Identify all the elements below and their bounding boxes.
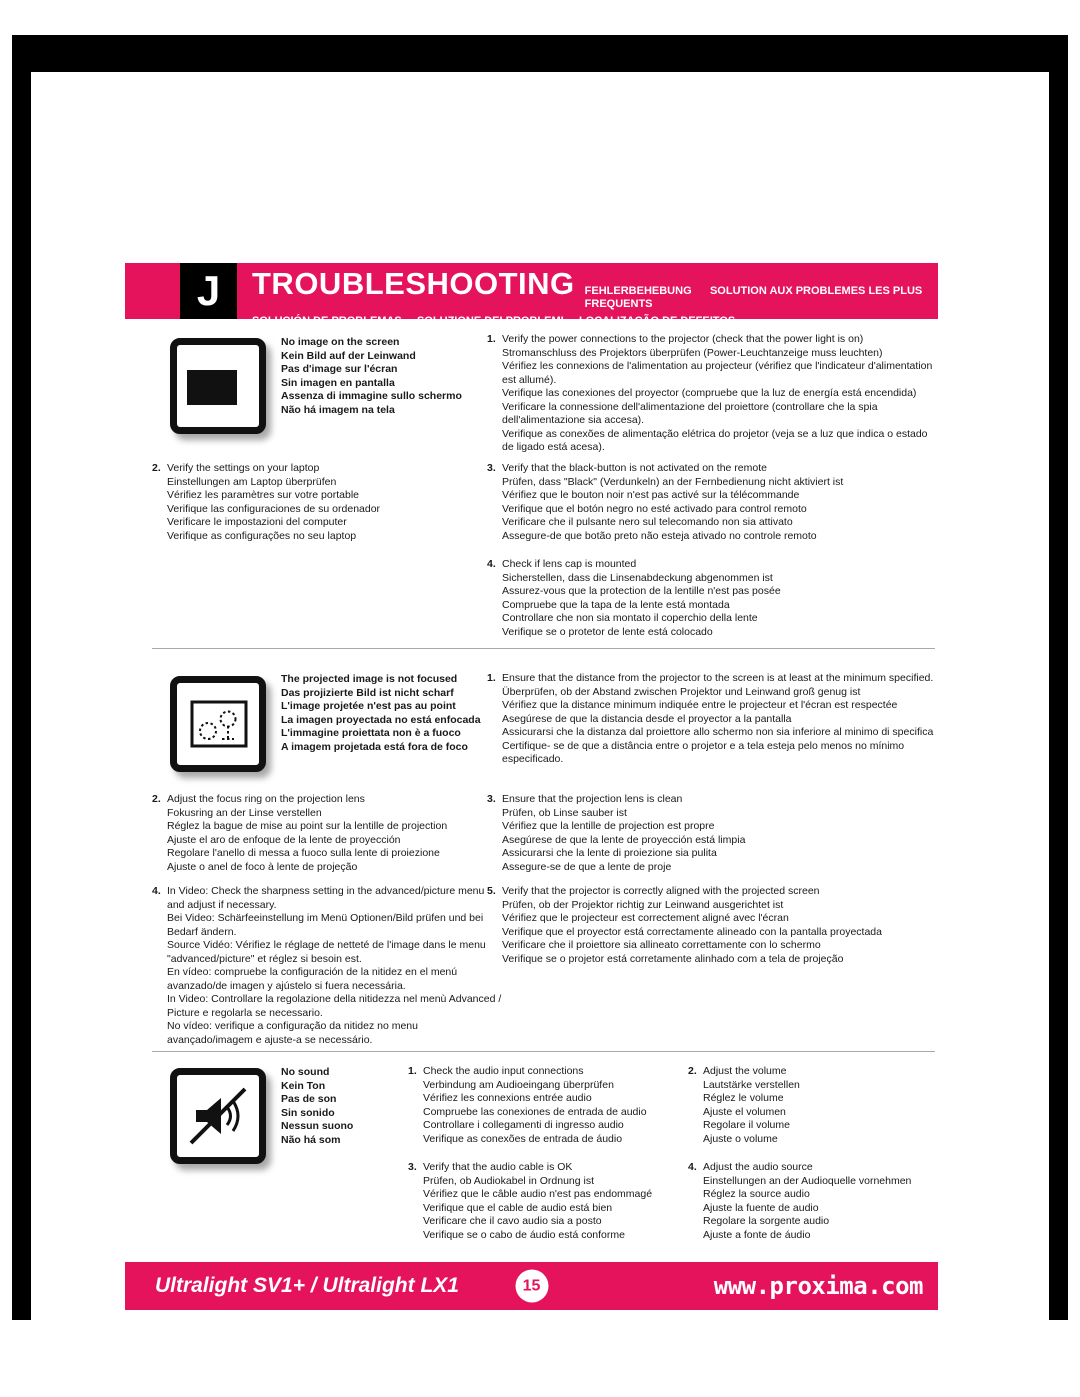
text-line: A imagem projetada está fora de foco: [281, 740, 468, 753]
text-line: Source Vidéo: Vérifiez le réglage de netteté de l'image dans le menu "advanced/picture" et réglez si besoin est.: [167, 939, 486, 965]
text-line: Verify the power connections to the projector (check that the power light is on): [502, 333, 864, 345]
text-line: Einstellungen an der Audioquelle vornehmen: [703, 1174, 912, 1187]
item-text: [502, 793, 937, 874]
page-border-right: [1049, 35, 1068, 1320]
text-line: Não há imagem na tela: [281, 403, 395, 416]
text-line: Prüfen, ob Linse sauber ist: [502, 806, 627, 819]
text-line: Regolare la sorgente audio: [703, 1215, 830, 1227]
text-line: Ajuste a fonte de áudio: [703, 1228, 811, 1241]
item-text: [423, 1161, 678, 1242]
text-line: No vídeo: verifique a configuração da nitidez no menu avançado/imagem e ajuste-a se necessário.: [167, 1020, 418, 1046]
text-line: Verificare le impostazioni del computer: [167, 516, 347, 528]
text-line: Ensure that the distance from the projector to the screen is at least at the minimum specified.: [502, 672, 934, 684]
page-border-left: [12, 35, 31, 1320]
troubleshoot-item: [152, 793, 492, 874]
text-line: Kein Bild auf der Leinwand: [281, 349, 416, 362]
text-line: Prüfen, ob der Projektor richtig zur Leinwand ausgerichtet ist: [502, 898, 784, 911]
text-line: Verificare la connessione dell'alimentazione del proiettore (controllare che la spia dell'alimentazione sia accesa).: [502, 400, 878, 426]
text-line: Verbindung am Audioeingang überprüfen: [423, 1078, 614, 1091]
text-line: Assurez-vous que la protection de la lentille n'est pas posée: [502, 585, 781, 597]
section-divider: [152, 648, 935, 649]
text-line: Verifique las conexiones del proyector (compruebe que la luz de energía está encendida): [502, 387, 917, 399]
item-text: [703, 1161, 938, 1242]
text-line: Réglez le volume: [703, 1092, 784, 1104]
text-line: Não há som: [281, 1133, 341, 1146]
blurry-image-icon: [170, 676, 266, 772]
text-line: Einstellungen am Laptop überprüfen: [167, 475, 337, 488]
text-line: Prüfen, ob Audiokabel in Ordnung ist: [423, 1174, 595, 1187]
text-line: Verify that the black-button is not activated on the remote: [502, 462, 767, 474]
text-line: Verifique as conexões de alimentação elétrica do projetor (veja se a luz que indica o estado de ligado está acesa).: [502, 427, 928, 453]
text-line: Assegure-se de que a lente de proje: [502, 860, 672, 873]
item-text: [703, 1065, 938, 1146]
header-subtitle-line1: FEHLERBEHEBUNG SOLUTION AUX PROBLEMES LES PLUS FREQUENTS: [584, 285, 926, 310]
blurry-image-glyph: [183, 689, 253, 759]
text-line: Verifique as conexões de entrada de áudio: [423, 1132, 623, 1145]
page-number-badge: 15: [515, 1270, 548, 1303]
problem-label-not-focused: [281, 673, 496, 754]
item-number: 1.: [487, 333, 496, 345]
text-line: Compruebe las conexiones de entrada de audio: [423, 1105, 647, 1118]
item-text: [167, 793, 492, 874]
text-line: Verifique as configurações no seu laptop: [167, 529, 357, 542]
no-image-screen-icon: [170, 338, 266, 434]
text-line: Vérifiez que la distance minimum indiquée entre le projecteur et l'écran est respectée: [502, 699, 898, 711]
text-line: Verificare che il proiettore sia allineato correttamente con lo schermo: [502, 939, 821, 951]
item-number: 3.: [487, 462, 496, 474]
text-line: Verifique se o protetor de lente está colocado: [502, 625, 713, 638]
text-line: Sin imagen en pantalla: [281, 376, 395, 389]
text-line: Verifique que el botón negro no esté activado para control remoto: [502, 502, 807, 515]
text-line: Ensure that the projection lens is clean: [502, 793, 683, 805]
header-row2: [252, 311, 930, 329]
text-line: Asegúrese de que la distancia desde el proyector a la pantalla: [502, 712, 792, 725]
troubleshoot-item: [487, 793, 937, 874]
text-line: Verifique que el proyector está correctamente alineado con la pantalla proyectada: [502, 925, 882, 938]
troubleshoot-item: [487, 672, 937, 767]
text-line: Certifique- se de que a distância entre o projetor e a tela esteja pelo menos no mínimo especificado.: [502, 739, 905, 765]
troubleshoot-item: [688, 1161, 938, 1242]
troubleshoot-item: [487, 333, 937, 455]
text-line: Bei Video: Schärfeeinstellung im Menü Optionen/Bild prüfen und bei Bedarf ändern.: [167, 912, 484, 938]
item-text: [502, 333, 937, 455]
text-line: La imagen proyectada no está enfocada: [281, 713, 481, 726]
text-line: Ajuste el aro de enfoque de la lente de proyección: [167, 833, 401, 846]
text-line: Regolare il volume: [703, 1119, 790, 1131]
text-line: Fokusring an der Linse verstellen: [167, 806, 322, 819]
item-text: [502, 558, 937, 639]
item-number: 3.: [487, 793, 496, 805]
text-line: Vérifiez les paramètres sur votre portable: [167, 489, 359, 501]
text-line: Controllare che non sia montato il coperchio della lente: [502, 612, 758, 624]
text-line: En vídeo: compruebe la configuración de la nitidez en el menú avanzado/de imagen y ajústelo si fuera necessária.: [167, 966, 458, 992]
text-line: Controllare i collegamenti di ingresso audio: [423, 1119, 624, 1131]
text-line: Das projizierte Bild ist nicht scharf: [281, 686, 454, 699]
text-line: Check the audio input connections: [423, 1065, 584, 1077]
text-line: Vérifiez que le bouton noir n'est pas activé sur la télécommande: [502, 489, 800, 501]
text-line: Vérifiez que la lentille de projection est propre: [502, 820, 715, 832]
section-letter-box: [180, 263, 237, 319]
item-number: 1.: [487, 672, 496, 684]
text-line: Verificare che il pulsante nero sul telecomando non sia attivato: [502, 516, 793, 528]
text-line: Prüfen, dass "Black" (Verdunkeln) an der Fernbedienung nicht aktiviert ist: [502, 475, 844, 488]
text-line: Assicurarsi che la lente di proiezione sia pulita: [502, 847, 717, 859]
header-row1: [252, 268, 930, 311]
troubleshoot-item: [688, 1065, 938, 1146]
text-line: Adjust the audio source: [703, 1161, 813, 1173]
text-line: Lautstärke verstellen: [703, 1078, 800, 1091]
text-line: No image on the screen: [281, 336, 400, 348]
text-line: Pas d'image sur l'écran: [281, 363, 398, 375]
text-line: Verifique se o cabo de áudio está conforme: [423, 1228, 625, 1241]
item-number: 5.: [487, 885, 496, 897]
page-title: TROUBLESHOOTING: [252, 266, 575, 301]
text-line: Ajuste la fuente de audio: [703, 1201, 819, 1214]
item-number: 2.: [688, 1065, 697, 1077]
troubleshoot-item: [408, 1065, 678, 1146]
screen-fill-shape: [187, 370, 237, 405]
item-number: 4.: [688, 1161, 697, 1173]
text-line: L'image projetée n'est pas au point: [281, 700, 456, 712]
text-line: Réglez la source audio: [703, 1188, 810, 1200]
item-text: [502, 672, 937, 767]
troubleshoot-item: [487, 885, 937, 966]
text-line: Vérifiez que le projecteur est correctement aligné avec l'écran: [502, 912, 789, 924]
muted-speaker-icon: [170, 1068, 266, 1164]
section-letter: J: [196, 267, 221, 314]
item-number: 1.: [408, 1065, 417, 1077]
text-line: Assegure-de que botão preto não esteja ativado no controle remoto: [502, 529, 817, 542]
text-line: Kein Ton: [281, 1079, 326, 1092]
item-number: 2.: [152, 462, 161, 474]
text-line: Compruebe que la tapa de la lente está montada: [502, 598, 730, 611]
troubleshoot-item: [487, 462, 937, 543]
troubleshoot-item: [408, 1161, 678, 1242]
text-line: L'immagine proiettata non è a fuoco: [281, 727, 461, 739]
item-number: 2.: [152, 793, 161, 805]
troubleshoot-item: [487, 558, 937, 639]
page-border-top: [12, 35, 1068, 72]
text-line: Stromanschluss des Projektors überprüfen (Power-Leuchtanzeige muss leuchten): [502, 346, 883, 359]
text-line: Verifique se o projetor está corretamente alinhado com a tela de projeção: [502, 952, 844, 965]
text-line: No sound: [281, 1066, 330, 1078]
text-line: Assenza di immagine sullo schermo: [281, 390, 462, 402]
troubleshoot-item: [152, 885, 502, 1047]
text-line: Verificare che il cavo audio sia a posto: [423, 1215, 602, 1227]
text-line: Vérifiez les connexions de l'alimentation au projecteur (vérifiez que l'indicateur d'alimentation est allumé).: [502, 360, 933, 386]
text-line: Adjust the volume: [703, 1065, 787, 1077]
text-line: Verify that the audio cable is OK: [423, 1161, 573, 1173]
item-text: [502, 885, 937, 966]
product-model: Ultralight SV1+ / Ultralight LX1: [155, 1274, 459, 1297]
text-line: The projected image is not focused: [281, 673, 458, 685]
item-text: [502, 462, 937, 543]
muted-speaker-glyph: [183, 1081, 253, 1151]
website-url: www.proxima.com: [713, 1272, 923, 1300]
text-line: Adjust the focus ring on the projection lens: [167, 793, 365, 805]
text-line: Sin sonido: [281, 1106, 335, 1119]
text-line: Ajuste o volume: [703, 1132, 778, 1145]
header-text: [252, 268, 930, 329]
text-line: In Video: Controllare la regolazione della nitidezza nel menù Advanced / Picture e regolarla se necessario.: [167, 993, 502, 1019]
text-line: Vérifiez que le câble audio n'est pas endommagé: [423, 1188, 653, 1200]
troubleshoot-item: [152, 462, 482, 543]
item-text: [167, 462, 482, 543]
text-line: Ajuste el volumen: [703, 1105, 786, 1118]
text-line: Verifique que el cable de audio está bien: [423, 1201, 613, 1214]
item-number: 4.: [152, 885, 161, 897]
text-line: Verify that the projector is correctly aligned with the projected screen: [502, 885, 820, 897]
item-text: [167, 885, 502, 1047]
text-line: Nessun suono: [281, 1120, 354, 1132]
footer-bar: [125, 1262, 938, 1310]
text-line: Asegúrese de que la lente de proyección está limpia: [502, 833, 746, 846]
text-line: Ajuste o anel de foco à lente de projeção: [167, 860, 358, 873]
text-line: Pas de son: [281, 1093, 337, 1105]
text-line: Assicurarsi che la distanza dal proiettore allo schermo non sia inferiore al minimo di specifica: [502, 726, 934, 738]
section-header-bar: [125, 263, 938, 327]
text-line: In Video: Check the sharpness setting in the advanced/picture menu and adjust if necessary.: [167, 885, 485, 911]
text-line: Regolare l'anello di messa a fuoco sulla lente di proiezione: [167, 847, 440, 859]
text-line: Sicherstellen, dass die Linsenabdeckung abgenommen ist: [502, 571, 773, 584]
section-divider: [152, 1051, 935, 1052]
item-text: [423, 1065, 678, 1146]
problem-label-no-image: [281, 336, 496, 417]
header-subtitle-line2: SOLUCIÓN DE PROBLEMAS SOLUZIONE DEI PROBLEMI LOCALIZAÇÃO DE DEFEITOS: [252, 315, 736, 327]
text-line: Réglez la bague de mise au point sur la lentille de projection: [167, 820, 448, 832]
item-number: 4.: [487, 558, 496, 570]
text-line: Vérifiez les connexions entrée audio: [423, 1092, 592, 1104]
item-number: 3.: [408, 1161, 417, 1173]
text-line: Überprüfen, ob der Abstand zwischen Projektor und Leinwand groß genug ist: [502, 685, 861, 698]
text-line: Check if lens cap is mounted: [502, 558, 637, 570]
text-line: Verifique las configuraciones de su ordenador: [167, 502, 381, 515]
text-line: Verify the settings on your laptop: [167, 462, 320, 474]
